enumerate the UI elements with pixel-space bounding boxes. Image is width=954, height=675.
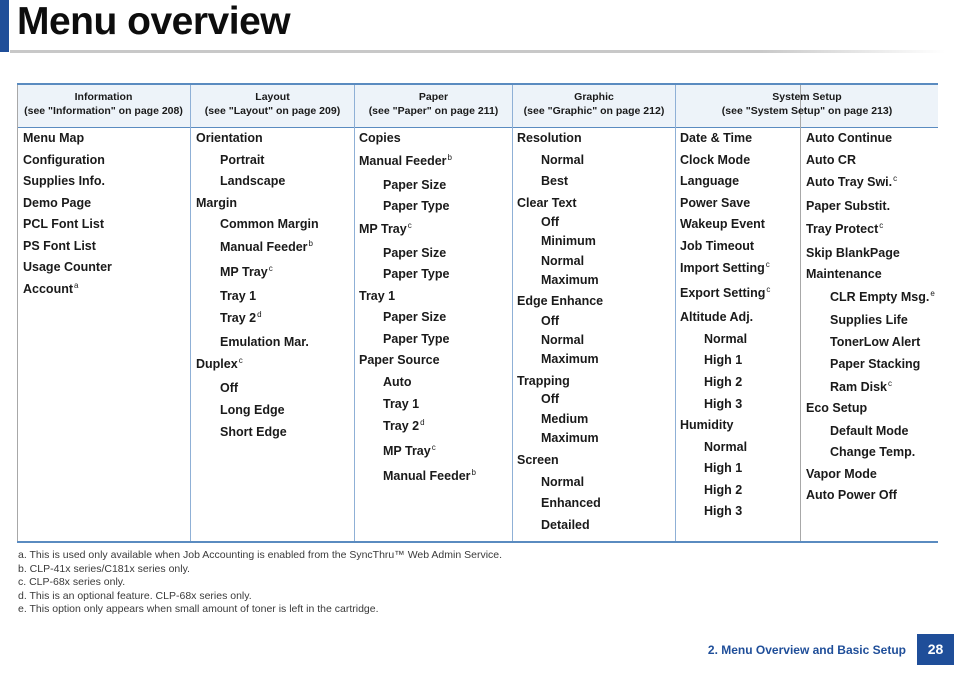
footnote: a. This is used only available when Job Accounting is enabled from the SyncThru™ Web Admin Service. (18, 549, 503, 561)
menu-item (196, 356, 243, 371)
menu-item-label: Manual Feeder (383, 469, 471, 483)
menu-item-label: Tray 2 (383, 419, 420, 433)
menu-item-label: Screen (517, 453, 559, 467)
menu-item (541, 174, 568, 188)
menu-item (680, 217, 765, 231)
menu-item (220, 239, 313, 254)
menu-item-label: Supplies Info. (23, 174, 105, 188)
menu-item-label: High 1 (704, 461, 743, 475)
menu-item-label: Auto CR (806, 153, 856, 167)
menu-item-label: Normal (541, 333, 585, 347)
menu-item-label: Paper Stacking (830, 357, 921, 371)
footnote-marker: b (447, 153, 452, 162)
menu-item-label: Long Edge (220, 403, 285, 417)
menu-item-label: Duplex (196, 357, 238, 371)
menu-item (541, 392, 559, 406)
menu-item-label: Tray 2 (220, 311, 257, 325)
menu-item (830, 335, 920, 349)
footnote: d. This is an optional feature. CLP-68x series only. (18, 589, 252, 602)
menu-item-label: Clear Text (517, 196, 577, 210)
menu-item-label: Account (23, 282, 73, 296)
menu-item (359, 131, 401, 145)
menu-item (220, 289, 256, 303)
menu-item-label: Menu Map (23, 131, 85, 145)
menu-item (383, 246, 446, 260)
menu-item (220, 381, 238, 395)
menu-item (704, 504, 742, 518)
menu-item-label: Paper Size (383, 178, 447, 192)
menu-item (383, 310, 446, 324)
menu-item (541, 475, 584, 489)
header-layout (191, 91, 354, 123)
menu-item-label: High 3 (704, 397, 743, 411)
header-title: Graphic (574, 91, 614, 103)
header-title: Layout (255, 91, 290, 103)
chapter-footer-label: 2. Menu Overview and Basic Setup (707, 643, 906, 657)
menu-item (830, 313, 908, 327)
menu-item (704, 397, 742, 411)
menu-item-label: MP Tray (383, 444, 431, 458)
menu-item (23, 239, 96, 253)
menu-item (23, 281, 78, 296)
header-reference: (see "Graphic" on page 212) (523, 104, 665, 117)
header-reference: (see "Information" on page 208) (24, 104, 183, 117)
menu-item (359, 353, 440, 367)
menu-item (830, 424, 908, 438)
menu-item (541, 496, 601, 510)
menu-item-label: Common Margin (220, 217, 319, 231)
menu-item-label: Export Setting (680, 286, 766, 300)
menu-item (517, 196, 577, 210)
menu-item (806, 199, 890, 213)
menu-item (517, 374, 570, 388)
menu-item-label: Change Temp. (830, 445, 916, 459)
menu-item-label: Supplies Life (830, 313, 908, 327)
menu-item-label: Short Edge (220, 425, 287, 439)
title-divider (10, 50, 945, 53)
menu-item-label: Skip BlankPage (806, 246, 900, 260)
menu-item (704, 461, 742, 475)
menu-item-label: Normal (704, 332, 748, 346)
menu-item (806, 467, 877, 481)
menu-item (680, 196, 750, 210)
menu-item-label: Emulation Mar. (220, 335, 309, 349)
menu-item (680, 285, 770, 300)
menu-item-label: Altitude Adj. (680, 310, 754, 324)
menu-item (704, 375, 742, 389)
menu-item (220, 217, 319, 231)
menu-item-label: High 3 (704, 504, 743, 518)
menu-item-label: Auto Tray Swi. (806, 175, 893, 189)
menu-overview-table (17, 83, 938, 543)
footnote-marker: c (238, 356, 243, 365)
menu-item (383, 332, 449, 346)
menu-item (806, 221, 883, 236)
menu-item (517, 131, 582, 145)
menu-item-label: Landscape (220, 174, 286, 188)
menu-item (680, 174, 739, 188)
menu-item-label: Orientation (196, 131, 263, 145)
menu-item (383, 199, 449, 213)
column-divider (512, 85, 513, 541)
footnote-marker: c (879, 221, 884, 230)
menu-item (704, 483, 742, 497)
menu-item (704, 353, 742, 367)
column-divider (675, 85, 676, 541)
header-title: Paper (418, 91, 449, 103)
footnote-marker: c (268, 264, 273, 273)
footnote-marker: a (74, 281, 79, 290)
menu-item (541, 273, 599, 287)
menu-item (704, 332, 747, 346)
menu-item (680, 418, 733, 432)
menu-item-label: Tray 1 (359, 289, 396, 303)
menu-item (830, 357, 920, 371)
menu-item-label: Paper Substit. (806, 199, 891, 213)
menu-item (383, 375, 411, 389)
header-system-setup (676, 91, 938, 123)
menu-item (541, 352, 599, 366)
menu-item (220, 403, 285, 417)
menu-item (806, 246, 900, 260)
menu-item-label: Language (680, 174, 740, 188)
menu-item (23, 131, 84, 145)
menu-item (359, 289, 395, 303)
menu-item (383, 178, 446, 192)
menu-item-label: Edge Enhance (517, 294, 604, 308)
menu-item (220, 264, 273, 279)
menu-item (517, 453, 559, 467)
header-title: Information (74, 91, 133, 103)
footnote-marker: c (887, 379, 892, 388)
menu-item-label: Configuration (23, 153, 105, 167)
menu-item (830, 289, 935, 304)
footnotes (18, 549, 502, 617)
table-bottom-rule (17, 541, 938, 543)
menu-item (220, 310, 262, 325)
menu-item-label: Normal (541, 153, 585, 167)
menu-item-label: Minimum (541, 234, 596, 248)
table-left-border (17, 85, 18, 541)
menu-item-label: Paper Size (383, 246, 447, 260)
menu-item-label: Default Mode (830, 424, 909, 438)
title-accent-bar (0, 0, 9, 52)
menu-item (680, 260, 770, 275)
menu-item (220, 335, 309, 349)
menu-item-label: Enhanced (541, 496, 601, 510)
menu-item-label: Tray 1 (220, 289, 257, 303)
menu-item-label: High 1 (704, 353, 743, 367)
menu-item-label: Maximum (541, 431, 599, 445)
menu-item-label: PS Font List (23, 239, 96, 253)
menu-item (23, 217, 104, 231)
menu-item-label: MP Tray (220, 265, 268, 279)
menu-item (196, 196, 237, 210)
menu-item-label: TonerLow Alert (830, 335, 921, 349)
footnote-marker: c (765, 260, 770, 269)
footnote-marker: b (308, 239, 313, 248)
footnote-marker: c (766, 285, 771, 294)
menu-item-label: Off (541, 392, 560, 406)
page-title: Menu overview (17, 0, 291, 43)
menu-item-label: Margin (196, 196, 237, 210)
column-divider (190, 85, 191, 541)
menu-item-label: Manual Feeder (220, 240, 308, 254)
menu-item (541, 314, 559, 328)
menu-item (383, 443, 436, 458)
menu-item-label: Medium (541, 412, 589, 426)
menu-item-label: Paper Type (383, 199, 450, 213)
footnote-marker: c (893, 174, 898, 183)
menu-item (383, 418, 425, 433)
menu-item (830, 379, 892, 394)
menu-item-label: Auto (383, 375, 412, 389)
menu-item-label: Normal (704, 440, 748, 454)
header-reference: (see "Paper" on page 211) (368, 104, 499, 117)
menu-item (541, 215, 559, 229)
footnote: b. CLP-41x series/C181x series only. (18, 562, 190, 575)
menu-item-label: Paper Type (383, 332, 450, 346)
menu-item-label: Off (541, 215, 560, 229)
menu-item (220, 153, 264, 167)
menu-item-label: CLR Empty Msg. (830, 290, 930, 304)
footnote-marker: b (471, 468, 476, 477)
menu-item (383, 267, 449, 281)
menu-item (704, 440, 747, 454)
menu-item (806, 131, 892, 145)
menu-item (220, 425, 287, 439)
menu-item (196, 131, 263, 145)
menu-item-label: Eco Setup (806, 401, 868, 415)
menu-item-label: High 2 (704, 483, 743, 497)
menu-item (541, 333, 584, 347)
menu-item-label: PCL Font List (23, 217, 105, 231)
header-paper (355, 91, 512, 123)
menu-item (680, 239, 754, 253)
footnote-marker: c (431, 443, 436, 452)
footnote-marker: c (407, 221, 412, 230)
menu-item (359, 221, 412, 236)
menu-item-label: MP Tray (359, 222, 407, 236)
menu-item (220, 174, 285, 188)
menu-item-label: Resolution (517, 131, 582, 145)
menu-item-label: Job Timeout (680, 239, 755, 253)
menu-item (830, 445, 915, 459)
menu-item (359, 153, 452, 168)
menu-item (541, 518, 590, 532)
menu-item-label: Off (220, 381, 239, 395)
menu-item-label: Demo Page (23, 196, 92, 210)
menu-item-label: Normal (541, 254, 585, 268)
menu-item-label: Tray Protect (806, 222, 879, 236)
menu-item-label: Paper Size (383, 310, 447, 324)
menu-item-label: Paper Source (359, 353, 440, 367)
column-divider (800, 85, 801, 541)
footnote-marker: d (420, 418, 425, 427)
menu-item (806, 401, 867, 415)
footnote-marker: e (930, 289, 935, 298)
page-number: 28 (917, 634, 954, 665)
menu-item-label: Normal (541, 475, 585, 489)
menu-item-label: Trapping (517, 374, 570, 388)
menu-item-label: Manual Feeder (359, 154, 447, 168)
menu-item (23, 153, 105, 167)
menu-item (541, 412, 588, 426)
menu-item (806, 174, 897, 189)
menu-item (541, 153, 584, 167)
menu-item-label: Detailed (541, 518, 590, 532)
menu-item-label: Import Setting (680, 261, 765, 275)
menu-item-label: Portrait (220, 153, 265, 167)
menu-item-label: Maintenance (806, 267, 882, 281)
menu-item (383, 468, 476, 483)
header-title: System Setup (772, 91, 842, 103)
menu-item (541, 431, 599, 445)
header-reference: (see "System Setup" on page 213) (721, 104, 893, 117)
menu-item (806, 153, 856, 167)
menu-item-label: Vapor Mode (806, 467, 877, 481)
menu-item (23, 196, 91, 210)
header-reference: (see "Layout" on page 209) (204, 104, 341, 117)
menu-item (541, 254, 584, 268)
menu-item-label: Usage Counter (23, 260, 112, 274)
menu-item (806, 488, 897, 502)
menu-item-label: Ram Disk (830, 380, 887, 394)
menu-item-label: Wakeup Event (680, 217, 765, 231)
menu-item-label: Best (541, 174, 569, 188)
menu-item (383, 397, 419, 411)
menu-item-label: Auto Power Off (806, 488, 897, 502)
menu-item-label: Maximum (541, 273, 599, 287)
header-information (17, 91, 190, 123)
menu-item-label: Off (541, 314, 560, 328)
menu-item-label: High 2 (704, 375, 743, 389)
footnote-marker: d (257, 310, 262, 319)
menu-item (680, 131, 752, 145)
menu-item (680, 153, 750, 167)
menu-item-label: Paper Type (383, 267, 450, 281)
header-graphic (513, 91, 675, 123)
menu-item-label: Copies (359, 131, 401, 145)
menu-item-label: Tray 1 (383, 397, 420, 411)
menu-item (806, 267, 882, 281)
menu-item (541, 234, 596, 248)
menu-item-label: Auto Continue (806, 131, 893, 145)
menu-item-label: Maximum (541, 352, 599, 366)
menu-item-label: Clock Mode (680, 153, 751, 167)
menu-item (517, 294, 603, 308)
menu-item-label: Power Save (680, 196, 751, 210)
menu-item-label: Humidity (680, 418, 734, 432)
column-divider (354, 85, 355, 541)
menu-item-label: Date & Time (680, 131, 753, 145)
menu-item (23, 174, 105, 188)
footnote: c. CLP-68x series only. (18, 576, 126, 588)
menu-item (680, 310, 753, 324)
menu-item (23, 260, 112, 274)
footnote: e. This option only appears when small amount of toner is left in the cartridge. (18, 603, 379, 615)
